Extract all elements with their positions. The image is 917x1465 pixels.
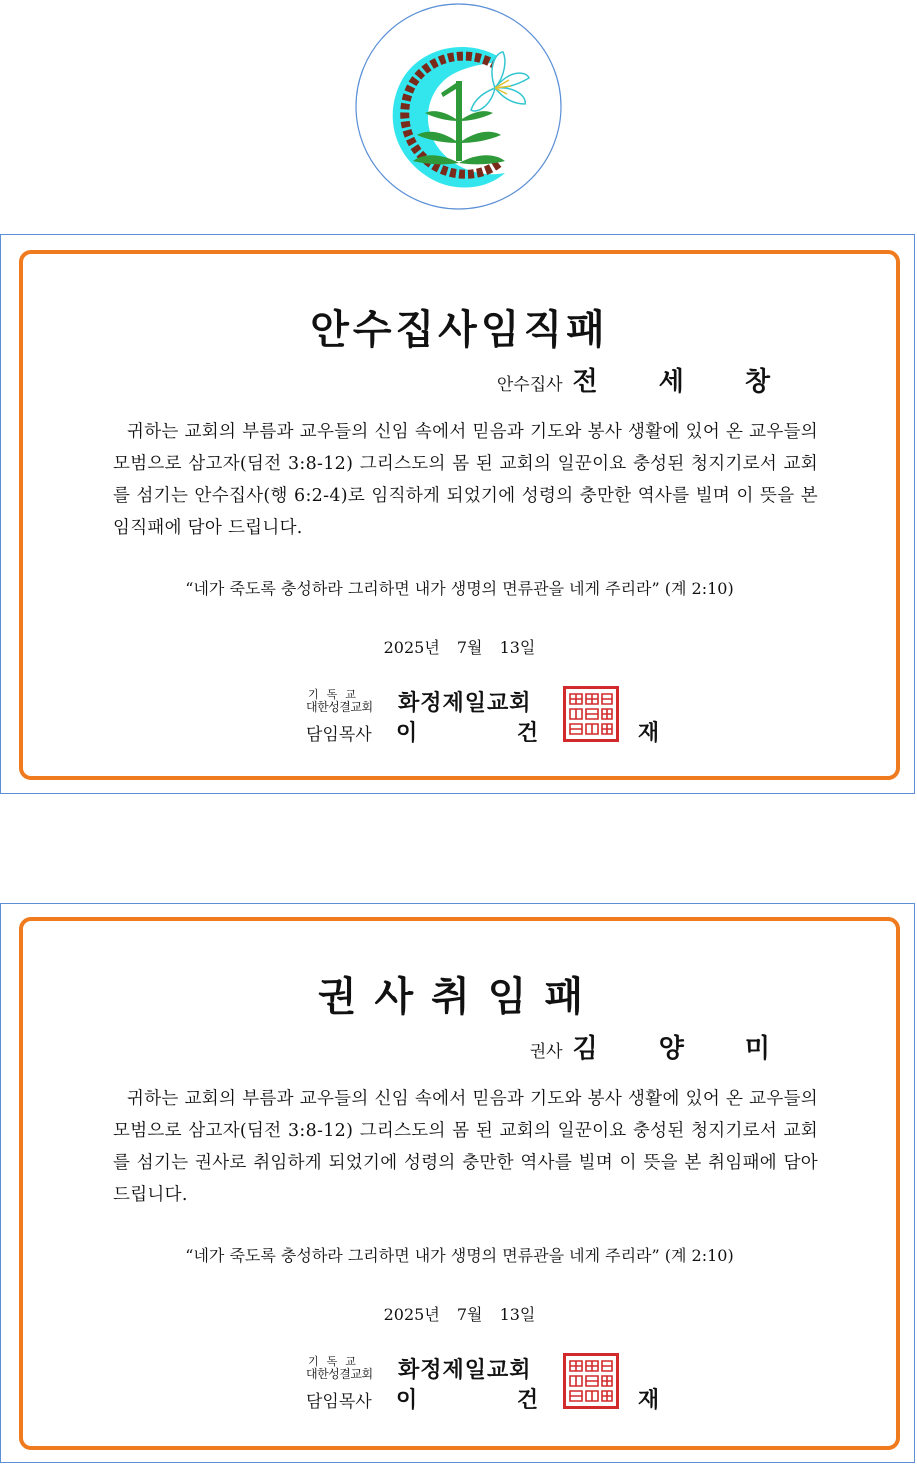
signature-block [306,1353,706,1417]
church-name: 화정제일교회 [398,1358,532,1383]
red-seal-stamp-icon [563,1353,619,1409]
certificate-date: 2025년 7월 13일 [383,1305,536,1324]
pastor-title: 담임목사 [306,1392,372,1412]
denomination-top: 기독교 [308,688,364,701]
certificate-title: 권사취임패 [317,974,602,1020]
certificate-title: 안수집사임직패 [310,307,609,353]
pastor-title: 담임목사 [306,725,372,745]
pastor-name: 이 건 재 [396,1388,706,1413]
denomination: 대한성결교회 [306,700,373,714]
certificate-ordination [0,234,915,794]
recipient-role: 안수집사 [496,375,563,395]
certificate-body: 귀하는 교회의 부름과 교우들의 신임 속에서 믿음과 기도와 봉사 생활에 있어 온 교우들의 모범으로 삼고자(딤전 3:8-12) 그리스도의 몸 된 교회의 일꾼이요 충성된 청지기로서 교회를 섬기는 안수집사(행 6:2-4)로 임직하게 되었기에 성령의 충만한 역사를 빌며 이 뜻을 본 임직패에 담아 드립니다. [113,422,818,538]
certificate-frame [19,250,900,780]
denomination: 대한성결교회 [306,1367,373,1381]
pastor-name: 이 건 재 [396,721,706,746]
holiness-church-emblem-icon [355,3,562,210]
certificate-date: 2025년 7월 13일 [383,638,536,657]
bible-verse: “네가 죽도록 충성하라 그리하면 내가 생명의 면류관을 네게 주리라” (계 2:10) [185,1246,734,1265]
certificate-frame [19,917,900,1450]
signature-block [306,686,706,750]
church-logo [355,3,562,210]
certificate-installation [0,903,915,1463]
recipient-name: 김 양 미 [572,1034,796,1064]
recipient [530,1028,796,1065]
recipient-role: 권사 [529,1042,563,1062]
denomination-top: 기독교 [308,1355,364,1368]
certificate-body: 귀하는 교회의 부름과 교우들의 신임 속에서 믿음과 기도와 봉사 생활에 있어 온 교우들의 모범으로 삼고자(딤전 3:8-12) 그리스도의 몸 된 교회의 일꾼이요 충성된 청지기로서 교회를 섬기는 권사로 취임하게 되었기에 성령의 충만한 역사를 빌며 이 뜻을 본 취임패에 담아 드립니다. [113,1089,818,1205]
recipient-name: 전 세 창 [572,367,796,397]
bible-verse: “네가 죽도록 충성하라 그리하면 내가 생명의 면류관을 네게 주리라” (계 2:10) [185,579,734,598]
church-name: 화정제일교회 [398,691,532,716]
recipient [497,361,796,398]
red-seal-stamp-icon [563,686,619,742]
